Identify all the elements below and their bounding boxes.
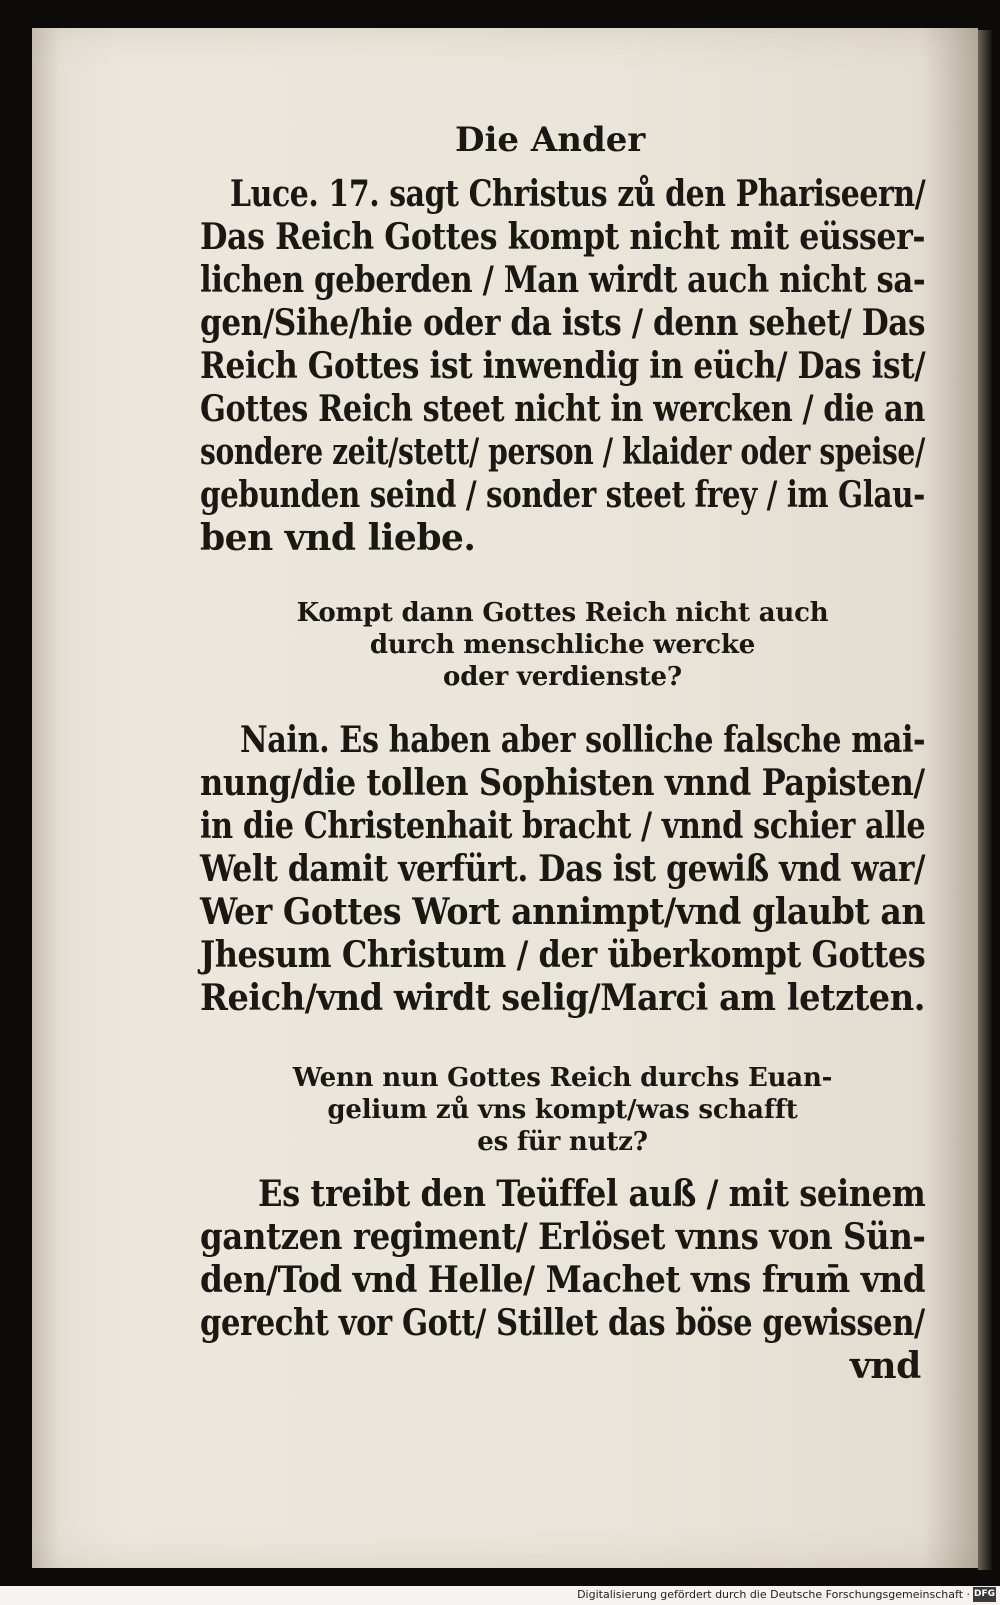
running-head: Die Ander — [455, 120, 646, 160]
catchword: vnd — [850, 1345, 921, 1387]
question-heading-line: oder verdienste? — [443, 662, 682, 692]
text-line: Gottes Reich steet nicht in wercken / die an — [200, 388, 926, 430]
text-line: sondere zeit/stett/ person / klaider oder speise/ — [200, 431, 925, 473]
text-line: gerecht vor Gott/ Stillet das böse gewissen/ — [200, 1302, 925, 1344]
text-line: Nain. Es haben aber solliche falsche mai- — [240, 719, 926, 761]
text-line: gantzen regiment/ Erlöset vnns von Sün- — [200, 1216, 926, 1258]
text-line: Luce. 17. sagt Christus zů den Phariseern/ — [230, 173, 926, 215]
text-line: Es treibt den Teüffel auß / mit seinem — [258, 1173, 926, 1215]
question-heading-line: durch menschliche wercke — [369, 630, 756, 660]
text-line: nung/die tollen Sophisten vnnd Papisten/ — [200, 762, 925, 804]
footer-bar — [0, 1586, 1000, 1605]
question-heading-line: es für nutz? — [477, 1127, 648, 1157]
text-line: lichen geberden / Man wirdt auch nicht sa- — [200, 259, 926, 301]
text-line: in die Christenhait bracht / vnnd schier alle — [200, 805, 926, 847]
text-line: Reich Gottes ist inwendig in eüch/ Das ist/ — [200, 345, 926, 387]
page-edge — [978, 30, 992, 1570]
funding-credit: Digitalisierung gefördert durch die Deutsche Forschungsgemeinschaft · — [577, 1588, 970, 1601]
text-line: Welt damit verfürt. Das ist gewiß vnd war/ — [200, 848, 926, 890]
text-line: Reich/vnd wirdt selig/Marci am letzten. — [200, 977, 925, 1019]
text-line: gen/Sihe/hie oder da ists / denn sehet/ Das — [200, 302, 926, 344]
question-heading-line: Kompt dann Gottes Reich nicht auch — [296, 598, 829, 628]
text-line: Jhesum Christum / der überkompt Gottes — [200, 934, 926, 976]
text-line: Das Reich Gottes kompt nicht mit eüsser- — [200, 216, 926, 258]
text-line: den/Tod vnd Helle/ Machet vns frum̄ vnd — [200, 1259, 926, 1301]
text-line: Wer Gottes Wort annimpt/vnd glaubt an — [200, 891, 926, 933]
text-line: ben vnd liebe. — [200, 517, 476, 559]
question-heading-line: Wenn nun Gottes Reich durchs Euan- — [292, 1063, 833, 1093]
text-line: gebunden seind / sonder steet frey / im Glau- — [200, 474, 925, 516]
dfg-logo: DFG — [973, 1587, 996, 1602]
question-heading-line: gelium zů vns kompt/was schafft — [327, 1095, 798, 1125]
